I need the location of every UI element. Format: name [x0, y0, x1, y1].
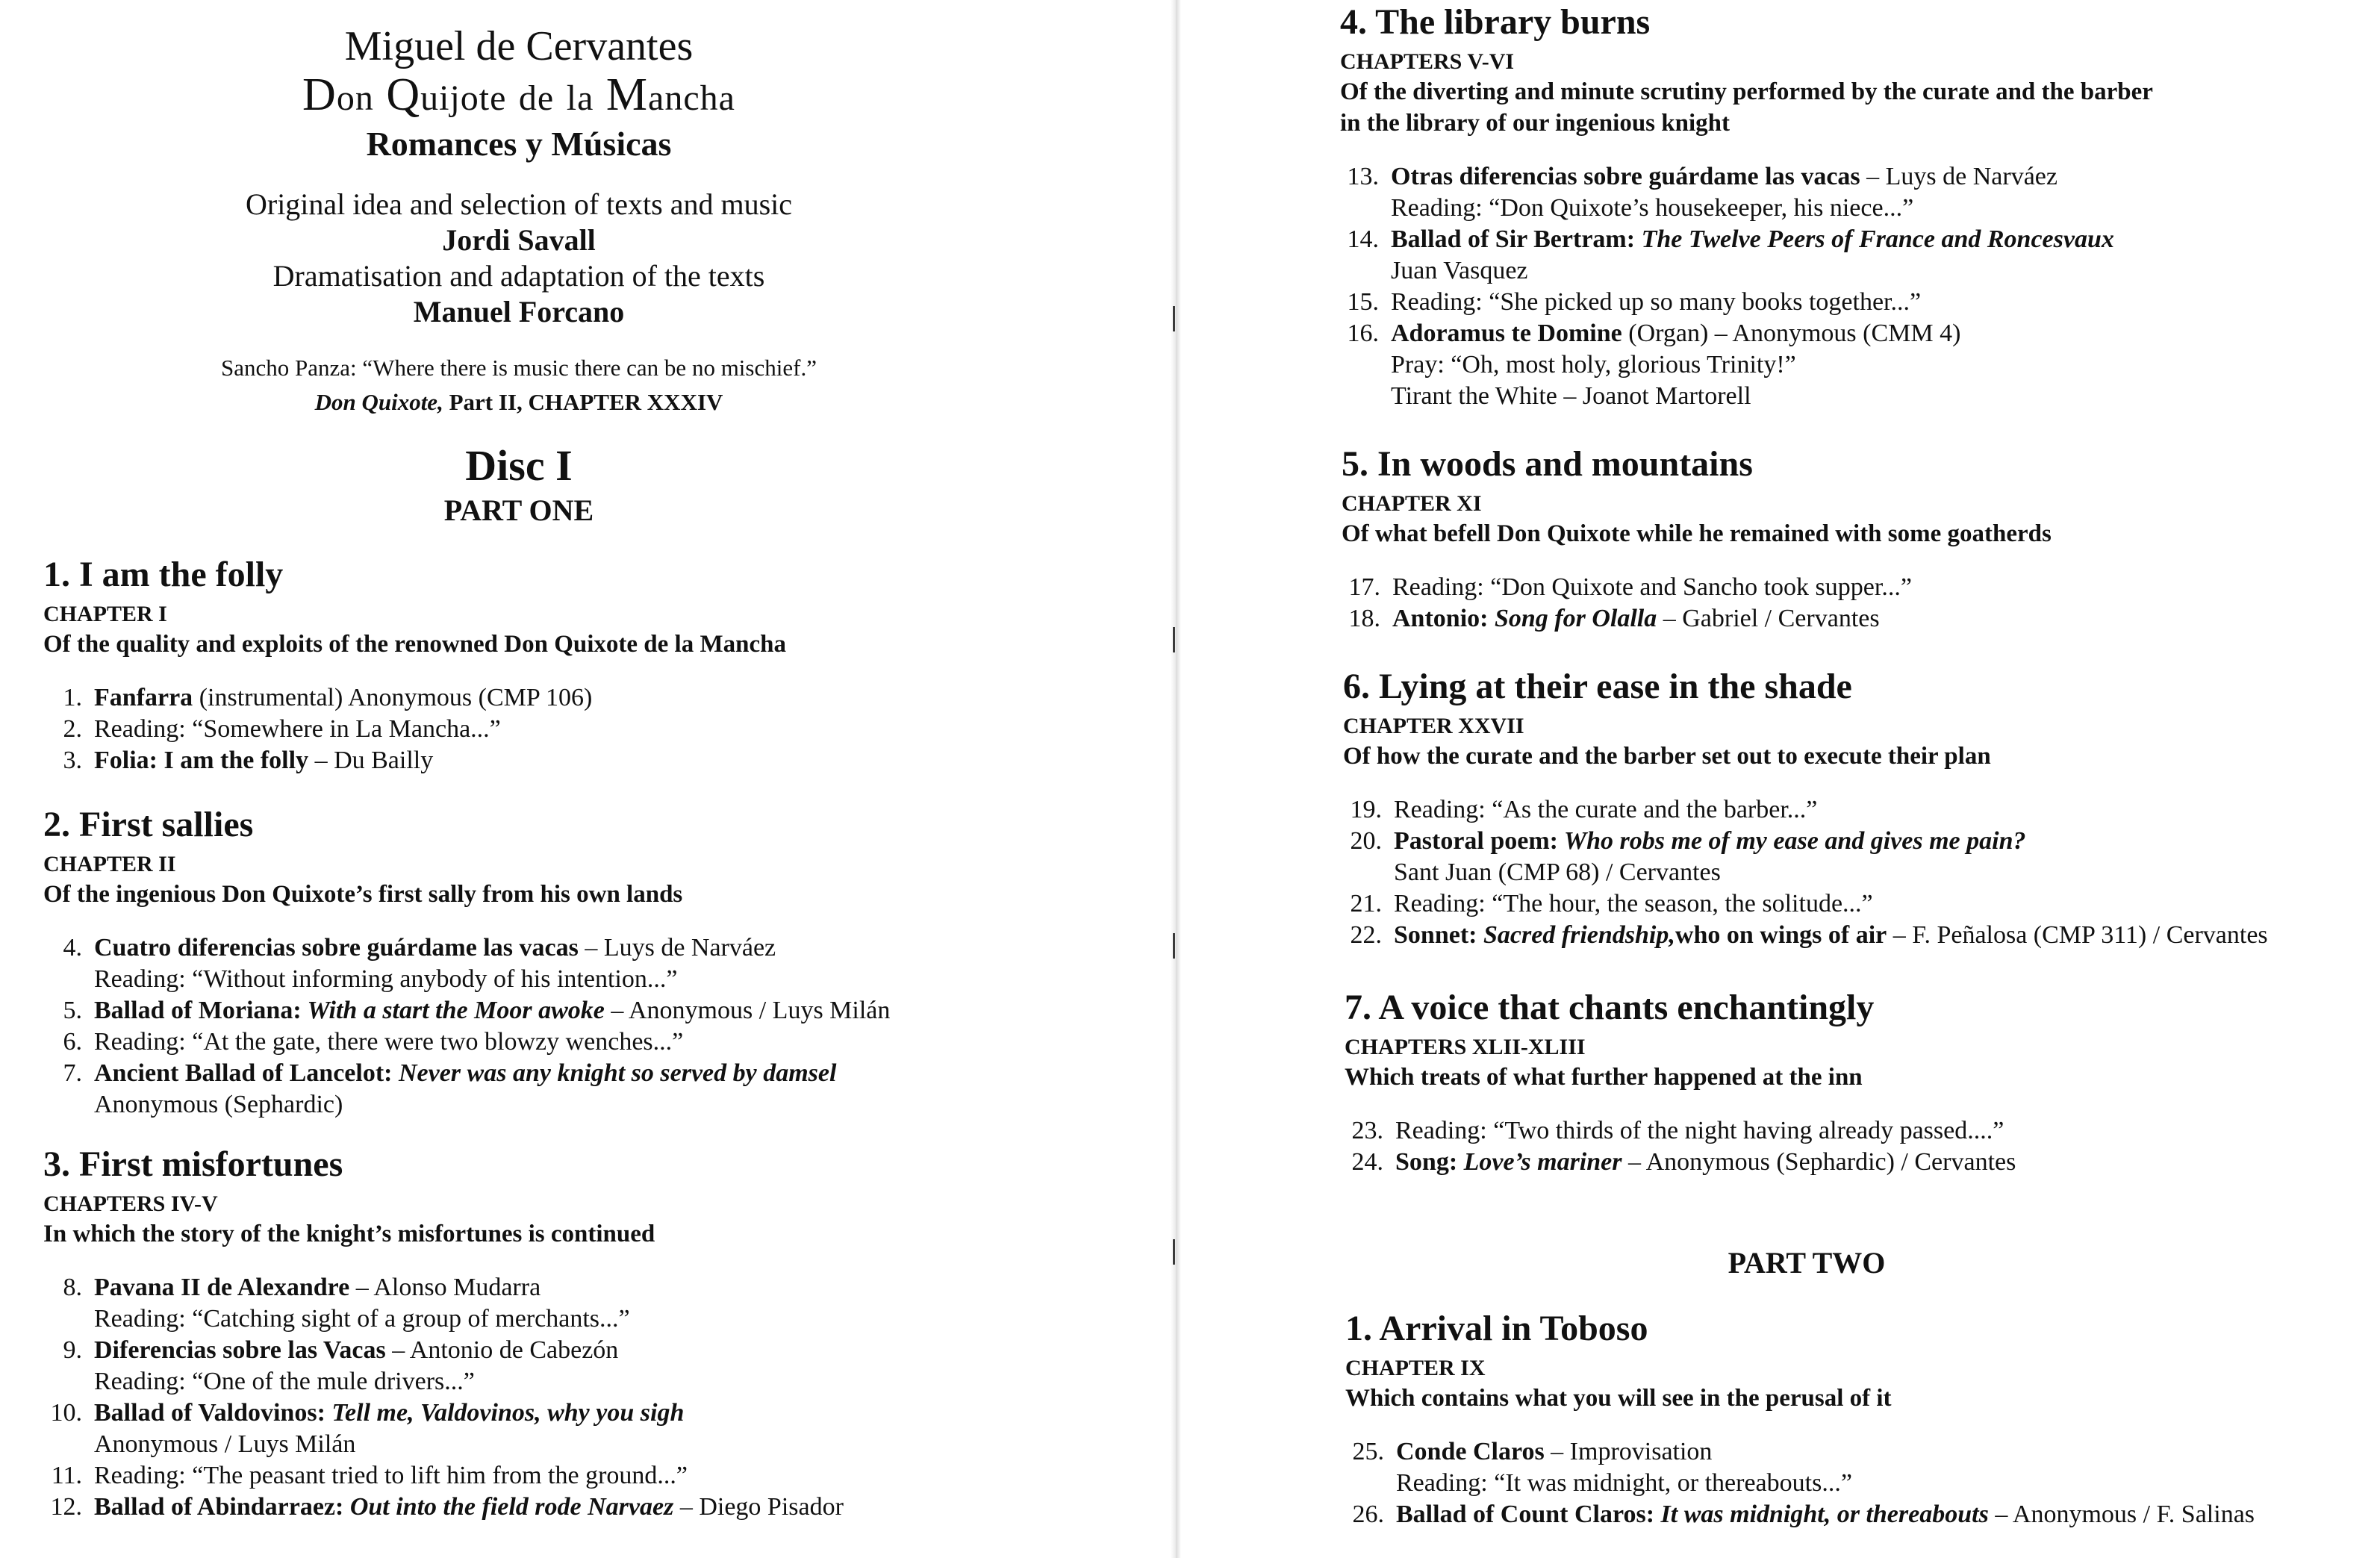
- track-work: Never was any knight so served by damsel: [392, 1059, 837, 1087]
- track-title: Ballad of Count Claros:: [1396, 1501, 1655, 1528]
- track-work: Out into the field rode Narvaez: [343, 1493, 674, 1521]
- track-number: 8.: [63, 1274, 82, 1301]
- track-title: Song:: [1395, 1148, 1458, 1176]
- track-list: [43, 682, 786, 776]
- album-subtitle: Romances y Músicas: [366, 125, 672, 163]
- part-two-heading: PART TWO: [1728, 1246, 1886, 1280]
- track-detail: Reading: “The peasant tried to lift him from the ground...”: [94, 1462, 688, 1489]
- track-item: [1345, 1147, 2016, 1178]
- track-list: [1340, 161, 2153, 412]
- section-6: [1343, 664, 2268, 951]
- section-title: 1. Arrival in Toboso: [1345, 1309, 1648, 1348]
- section-2: [43, 803, 890, 1121]
- section-description: Of the diverting and minute scrutiny performed by the curate and the barber: [1340, 78, 2153, 105]
- track-detail: (instrumental) Anonymous (CMP 106): [193, 684, 593, 711]
- track-number: 11.: [51, 1462, 82, 1489]
- track-item: [1342, 572, 2052, 603]
- section-description: Which treats of what further happened at the inn: [1345, 1064, 1863, 1091]
- track-work-cont: who on wings of air: [1675, 921, 1887, 949]
- track-detail: Reading: “Two thirds of the night having already passed....”: [1395, 1117, 2004, 1144]
- track-subline: Anonymous / Luys Milán: [94, 1430, 356, 1458]
- track-subline: Reading: “One of the mule drivers...”: [94, 1368, 475, 1395]
- track-number: 2.: [63, 715, 82, 743]
- credits: [0, 187, 1038, 330]
- track-title: Cuatro diferencias sobre guárdame las vacas: [94, 934, 579, 962]
- track-item: [1345, 1499, 2255, 1530]
- track-title: Antonio:: [1392, 605, 1489, 632]
- track-number: 19.: [1350, 796, 1382, 823]
- track-number: 24.: [1351, 1148, 1383, 1176]
- track-title: Pavana II de Alexandre: [94, 1274, 350, 1301]
- left-page: [0, 0, 1180, 1558]
- track-item: [43, 745, 786, 776]
- track-number: 13.: [1347, 163, 1379, 190]
- track-number: 1.: [63, 684, 82, 711]
- track-title: Ballad of Valdovinos:: [94, 1399, 325, 1427]
- track-detail: Reading: “Don Quixote and Sancho took supper...”: [1392, 573, 1912, 601]
- track-detail: – Improvisation: [1544, 1438, 1713, 1465]
- track-work: Love’s mariner: [1457, 1148, 1622, 1176]
- track-number: 12.: [50, 1493, 82, 1521]
- track-work: Tell me, Valdovinos, why you sigh: [325, 1399, 685, 1427]
- section-8: [1345, 1306, 2255, 1530]
- track-detail: – Anonymous (Sephardic) / Cervantes: [1622, 1148, 2016, 1176]
- section-3: [43, 1142, 844, 1523]
- track-detail: Reading: “At the gate, there were two blowzy wenches...”: [94, 1028, 684, 1056]
- track-item: [43, 1335, 844, 1397]
- fold-mark: [1173, 306, 1175, 331]
- section-description: Of the quality and exploits of the renowned Don Quixote de la Mancha: [43, 631, 786, 658]
- section-chapter: CHAPTER IX: [1345, 1356, 1486, 1380]
- track-title: Ballad of Sir Bertram:: [1391, 225, 1636, 253]
- track-number: 6.: [63, 1028, 82, 1056]
- section-title: 1. I am the folly: [43, 555, 284, 594]
- track-work: Sacred friendship,: [1477, 921, 1675, 949]
- track-item: [1340, 287, 2153, 318]
- track-number: 17.: [1348, 573, 1380, 601]
- track-work: With a start the Moor awoke: [301, 997, 605, 1024]
- epigraph-source: Don Quixote, Part II, CHAPTER XXXIV: [314, 389, 723, 415]
- section-7: [1345, 985, 2016, 1178]
- section-title: 7. A voice that chants enchantingly: [1345, 988, 1875, 1027]
- track-detail: (Organ) – Anonymous (CMM 4): [1622, 320, 1961, 347]
- track-title: Conde Claros: [1396, 1438, 1545, 1465]
- track-subline: Reading: “Don Quixote’s housekeeper, his niece...”: [1391, 194, 1914, 222]
- track-number: 20.: [1350, 827, 1382, 855]
- section-chapter: CHAPTERS IV-V: [43, 1191, 218, 1216]
- fold-mark: [1173, 627, 1175, 652]
- section-title: 4. The library burns: [1340, 2, 1651, 42]
- track-work: It was midnight, or thereabouts: [1654, 1501, 1989, 1528]
- track-item: [1340, 224, 2153, 287]
- section-description: Of how the curate and the barber set out to execute their plan: [1343, 743, 1991, 770]
- track-work: The Twelve Peers of France and Roncesvaux: [1635, 225, 2114, 253]
- adapt-name: Manuel Forcano: [413, 295, 625, 328]
- section-chapter: CHAPTERS V-VI: [1340, 49, 1515, 74]
- track-subline: Reading: “It was midnight, or thereabouts...”: [1396, 1469, 1852, 1497]
- track-list: [1345, 1115, 2016, 1178]
- section-chapter: CHAPTER XI: [1342, 491, 1482, 516]
- track-detail: – Diego Pisador: [673, 1493, 844, 1521]
- track-number: 14.: [1347, 225, 1379, 253]
- epigraph: [0, 351, 1038, 420]
- disc-title: Disc I: [465, 441, 573, 490]
- track-number: 26.: [1352, 1501, 1384, 1528]
- track-detail: – Du Bailly: [308, 747, 434, 774]
- track-list: [43, 1272, 844, 1523]
- track-detail: Reading: “She picked up so many books together...”: [1391, 288, 1922, 316]
- track-number: 15.: [1347, 288, 1379, 316]
- section-chapter: CHAPTER II: [43, 852, 176, 876]
- section-title: 3. First misfortunes: [43, 1144, 343, 1184]
- track-number: 25.: [1352, 1438, 1384, 1465]
- fold-mark: [1173, 1239, 1175, 1265]
- track-detail: – Gabriel / Cervantes: [1657, 605, 1880, 632]
- track-number: 9.: [63, 1336, 82, 1364]
- track-subline: Anonymous (Sephardic): [94, 1091, 343, 1118]
- track-item: [1340, 161, 2153, 224]
- track-detail: Reading: “As the curate and the barber...”: [1394, 796, 1818, 823]
- section-1: [43, 552, 786, 776]
- section-description: In which the story of the knight’s misfortunes is continued: [43, 1221, 655, 1247]
- author-name: Miguel de Cervantes: [344, 23, 694, 69]
- album-title: Don Quijote de la Mancha: [302, 69, 735, 120]
- track-item: [1343, 826, 2268, 888]
- track-item: [1343, 920, 2268, 951]
- section-title: 2. First sallies: [43, 805, 254, 844]
- right-page: [1180, 0, 2380, 1558]
- section-title: 5. In woods and mountains: [1342, 444, 1753, 484]
- track-detail: – Anonymous / Luys Milán: [604, 997, 891, 1024]
- track-number: 16.: [1347, 320, 1379, 347]
- track-title: Diferencias sobre las Vacas: [94, 1336, 386, 1364]
- track-item: [43, 1026, 890, 1058]
- track-list: [43, 932, 890, 1121]
- track-item: [43, 995, 890, 1026]
- track-title: Adoramus te Domine: [1391, 320, 1622, 347]
- adapt-label: Dramatisation and adaptation of the texts: [272, 259, 765, 293]
- track-item: [1343, 794, 2268, 826]
- section-chapter: CHAPTER XXVII: [1343, 714, 1524, 738]
- section-description: Of the ingenious Don Quixote’s first sally from his own lands: [43, 881, 683, 908]
- section-chapter: CHAPTERS XLII-XLIII: [1345, 1035, 1586, 1059]
- idea-name: Jordi Savall: [442, 223, 596, 257]
- track-number: 22.: [1350, 921, 1382, 949]
- fold-mark: [1173, 933, 1175, 959]
- track-number: 7.: [63, 1059, 82, 1087]
- track-title: Otras diferencias sobre guárdame las vacas: [1391, 163, 1860, 190]
- track-detail: – Anonymous / F. Salinas: [1988, 1501, 2255, 1528]
- track-title: Pastoral poem:: [1394, 827, 1559, 855]
- track-item: [1345, 1436, 2255, 1499]
- track-item: [1340, 318, 2153, 412]
- section-chapter: CHAPTER I: [43, 602, 167, 626]
- track-title: Folia: I am the folly: [94, 747, 309, 774]
- track-item: [1342, 603, 2052, 635]
- track-item: [43, 682, 786, 714]
- idea-label: Original idea and selection of texts and music: [245, 187, 792, 221]
- track-detail: – Luys de Narváez: [578, 934, 776, 962]
- track-item: [43, 932, 890, 995]
- section-description-cont: in the library of our ingenious knight: [1340, 110, 1730, 137]
- track-detail: Reading: “The hour, the season, the solitude...”: [1394, 890, 1873, 917]
- track-number: 3.: [63, 747, 82, 774]
- track-detail: – F. Peñalosa (CMP 311) / Cervantes: [1887, 921, 2268, 949]
- track-item: [43, 1272, 844, 1335]
- track-list: [1342, 572, 2052, 635]
- track-title: Ballad of Abindarraez:: [94, 1493, 344, 1521]
- track-number: 21.: [1350, 890, 1382, 917]
- track-title: Ballad of Moriana:: [94, 997, 302, 1024]
- track-item: [1343, 888, 2268, 920]
- track-item: [43, 1058, 890, 1121]
- track-subline: Juan Vasquez: [1391, 257, 1528, 284]
- track-item: [43, 714, 786, 745]
- part-one-heading: PART ONE: [443, 493, 594, 527]
- track-subline: Reading: “Without informing anybody of his intention...”: [94, 965, 678, 993]
- section-4: [1340, 0, 2153, 412]
- track-title: Fanfarra: [94, 684, 193, 711]
- track-number: 10.: [50, 1399, 82, 1427]
- track-subline: Sant Juan (CMP 68) / Cervantes: [1394, 859, 1721, 886]
- track-subline: Pray: “Oh, most holy, glorious Trinity!”: [1391, 351, 1796, 378]
- section-title: 6. Lying at their ease in the shade: [1343, 667, 1852, 706]
- track-title: Sonnet:: [1394, 921, 1477, 949]
- track-detail: – Luys de Narváez: [1860, 163, 2057, 190]
- track-detail: – Antonio de Cabezón: [385, 1336, 619, 1364]
- track-item: [43, 1397, 844, 1460]
- track-work: Who robs me of my ease and gives me pain?: [1558, 827, 2026, 855]
- track-detail: Reading: “Somewhere in La Mancha...”: [94, 715, 501, 743]
- track-number: 5.: [63, 997, 82, 1024]
- track-list: [1345, 1436, 2255, 1530]
- track-list: [1343, 794, 2268, 951]
- track-item: [43, 1460, 844, 1492]
- track-subline: Reading: “Catching sight of a group of merchants...”: [94, 1305, 630, 1333]
- epigraph-text: Sancho Panza: “Where there is music there can be no mischief.”: [221, 355, 817, 381]
- track-number: 18.: [1348, 605, 1380, 632]
- track-item: [1345, 1115, 2016, 1147]
- track-subline: Tirant the White – Joanot Martorell: [1391, 382, 1751, 410]
- section-description: Which contains what you will see in the perusal of it: [1345, 1385, 1892, 1412]
- track-item: [43, 1492, 844, 1523]
- section-description: Of what befell Don Quixote while he remained with some goatherds: [1342, 520, 2052, 547]
- track-number: 23.: [1351, 1117, 1383, 1144]
- track-detail: – Alonso Mudarra: [349, 1274, 541, 1301]
- section-5: [1342, 442, 2052, 635]
- track-work: Song for Olalla: [1488, 605, 1657, 632]
- track-number: 4.: [63, 934, 82, 962]
- track-title: Ancient Ballad of Lancelot:: [94, 1059, 393, 1087]
